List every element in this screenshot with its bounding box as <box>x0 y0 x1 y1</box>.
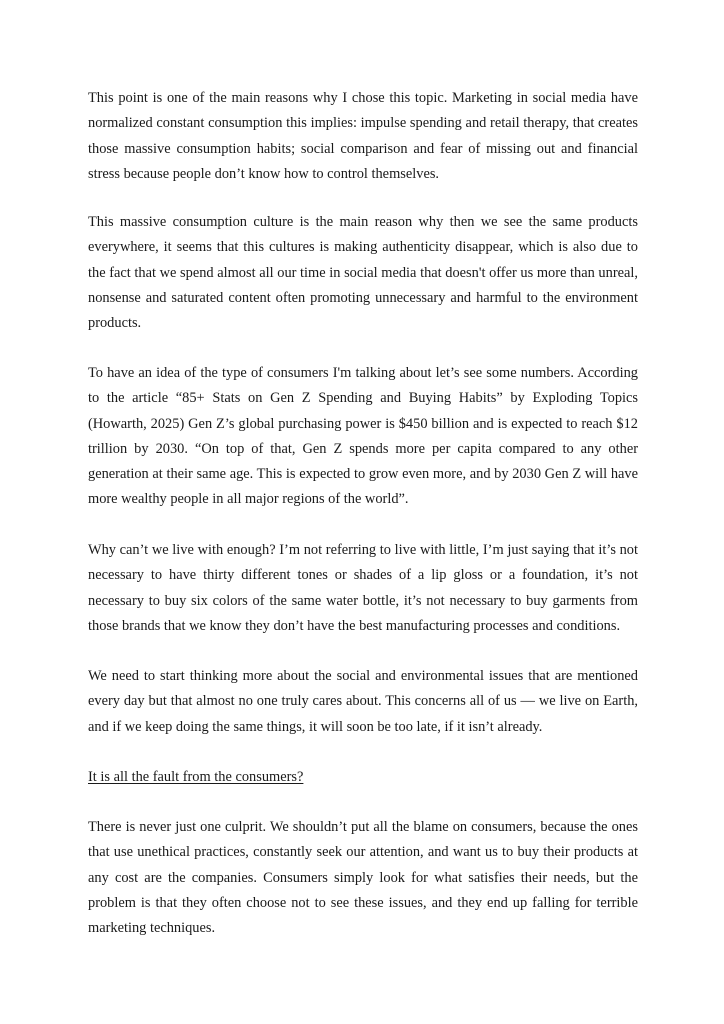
paragraph-culprit: There is never just one culprit. We shouldn’t put all the blame on consumers, because the ones that use unethical practices, constantly seek our attention, and want us to buy their products at any cost are the companies. Consumers simply look for what satisfies their needs, but the problem is that they often choose not to see these issues, and they end up falling for terrible marketing techniques. <box>88 819 638 937</box>
section-heading-block <box>88 765 638 790</box>
paragraph-block-3 <box>88 361 638 513</box>
paragraph-social-environmental-issues: We need to start thinking more about the social and environmental issues that are mentioned every day but that almost no one truly cares about. This concerns all of us — we live on Earth, and if we keep doing the same things, it will soon be too late, if it isn’t already. <box>88 668 638 735</box>
paragraph-live-with-enough: Why can’t we live with enough? I’m not referring to live with little, I’m just saying that it’s not necessary to have thirty different tones or shades of a lip gloss or a foundation, it’s not necessary to buy six colors of the same water bottle, it’s not necessary to buy garments from those brands that we know they don’t have the best manufacturing processes and conditions. <box>88 542 638 634</box>
paragraph-block-1 <box>88 86 638 187</box>
paragraph-block-6 <box>88 815 638 941</box>
section-heading <box>88 765 638 790</box>
paragraph-gen-z-statistics: To have an idea of the type of consumers I'm talking about let’s see some numbers. According to the article “85+ Stats on Gen Z Spending and Buying Habits” by Exploding Topics (Howarth, 2025) Gen Z’s global purchasing power is $450 billion and is expected to reach $12 trillion by 2030. “On top of that, Gen Z spends more per capita compared to any other generation at their same age. This is expected to grow even more, and by 2030 Gen Z will have more wealthy people in all major regions of the world”. <box>88 365 638 508</box>
paragraph-block-5 <box>88 664 638 740</box>
paragraph-block-4 <box>88 538 638 639</box>
paragraph-block-2 <box>88 210 638 336</box>
paragraph-consumption-culture: This massive consumption culture is the main reason why then we see the same products everywhere, it seems that this cultures is making authenticity disappear, which is also due to the fact that we spend almost all our time in social media that doesn't offer us more than unreal, nonsense and saturated content often promoting unnecessary and harmful to the environment products. <box>88 214 638 332</box>
paragraph-consumption-habits: This point is one of the main reasons why I chose this topic. Marketing in social media have normalized constant consumption this implies: impulse spending and retail therapy, that creates those massive consumption habits; social comparison and fear of missing out and financial stress because people don’t know how to control themselves. <box>88 90 638 182</box>
section-heading-text: It is all the fault from the consumers? <box>88 769 304 785</box>
